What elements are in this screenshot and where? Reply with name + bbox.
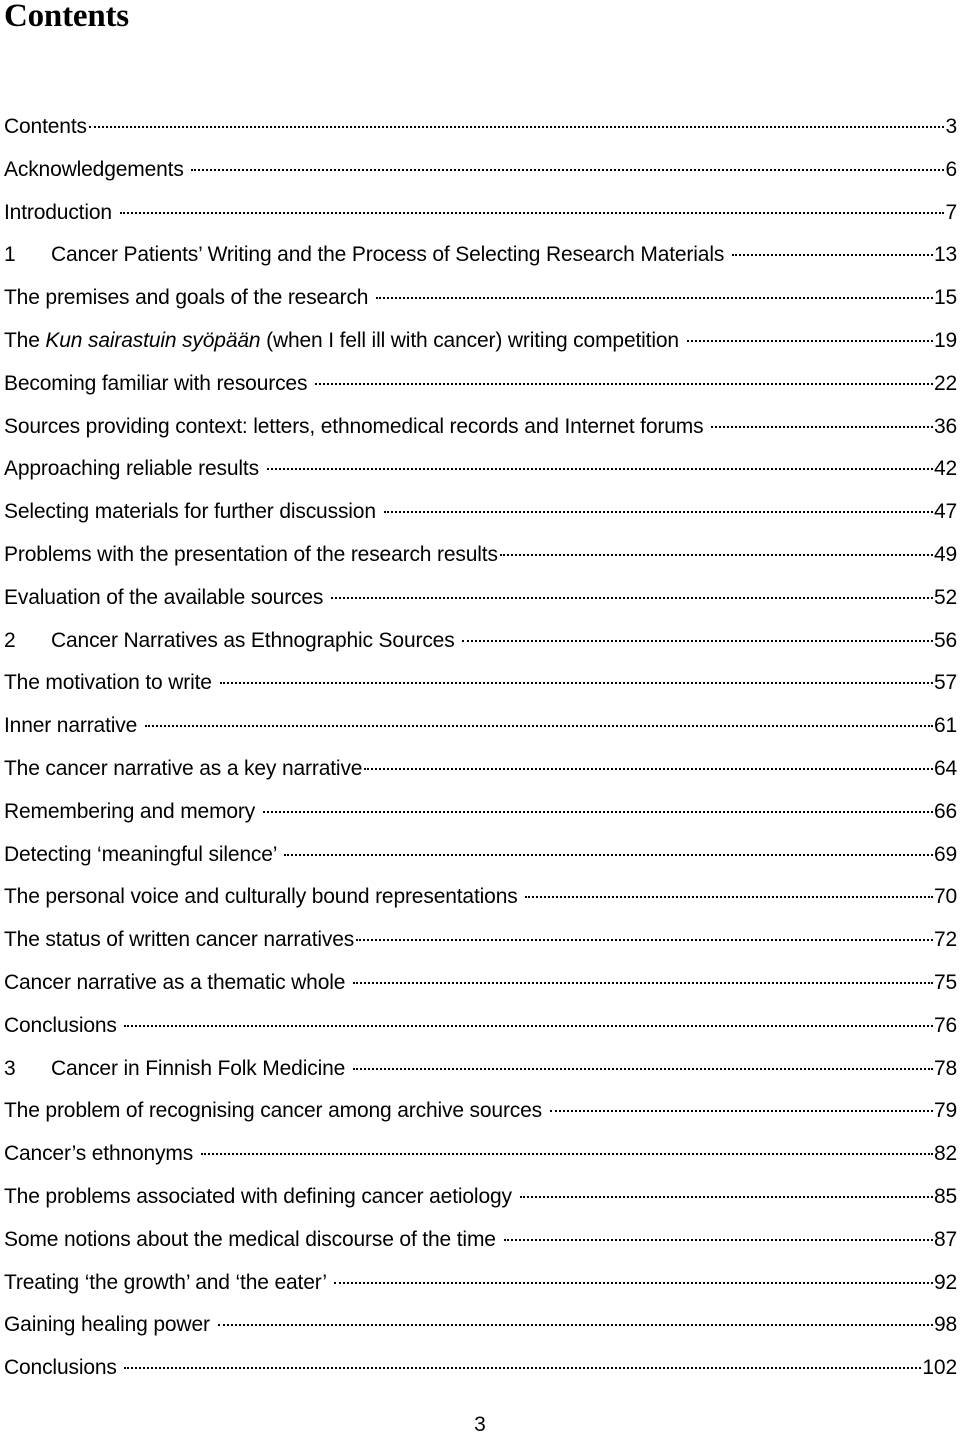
dot-leader — [353, 1068, 933, 1070]
dot-leader — [732, 254, 933, 256]
chapter-number: 3 — [4, 1056, 16, 1080]
dot-leader — [384, 511, 933, 513]
toc-page-number: 76 — [933, 1013, 957, 1037]
toc-entry-label: Gaining healing power — [4, 1313, 216, 1337]
toc-entry[interactable] — [4, 534, 957, 577]
dot-leader — [124, 1367, 921, 1369]
dot-leader — [520, 1196, 933, 1198]
dot-leader — [687, 340, 933, 342]
label-text: (when I fell ill with cancer) writing competition — [260, 328, 685, 352]
page-title: Contents — [4, 0, 129, 34]
toc-page-number: 36 — [933, 414, 957, 438]
table-of-contents — [4, 106, 957, 1390]
toc-page-number: 7 — [945, 200, 957, 224]
dot-leader — [220, 682, 933, 684]
dot-leader — [218, 1324, 933, 1326]
toc-page-number: 69 — [933, 842, 957, 866]
toc-entry-label — [4, 320, 685, 363]
page-number: 3 — [474, 1413, 486, 1436]
toc-entry[interactable] — [4, 448, 957, 491]
toc-chapter-entry[interactable] — [4, 1048, 957, 1091]
toc-entry[interactable] — [4, 1347, 957, 1390]
dot-leader — [145, 725, 933, 727]
dot-leader — [364, 768, 933, 770]
dot-leader — [525, 896, 933, 898]
label-text: The — [4, 328, 46, 352]
toc-entry[interactable] — [4, 1262, 957, 1305]
toc-entry[interactable] — [4, 919, 957, 962]
dot-leader — [500, 554, 933, 556]
toc-entry-label: Sources providing context: letters, ethnomedical records and Internet forums — [4, 414, 710, 438]
chapter-number: 1 — [4, 243, 16, 267]
toc-page-number: 42 — [933, 457, 957, 481]
toc-entry-label: Some notions about the medical discourse of the time — [4, 1227, 502, 1251]
toc-entry-label: The problem of recognising cancer among archive sources — [4, 1099, 548, 1123]
toc-entry[interactable] — [4, 106, 957, 149]
toc-page-number: 98 — [933, 1313, 957, 1337]
toc-page-number: 47 — [933, 500, 957, 524]
dot-leader — [315, 383, 933, 385]
dot-leader — [376, 297, 933, 299]
toc-page-number: 92 — [933, 1270, 957, 1294]
toc-entry[interactable] — [4, 277, 957, 320]
toc-page-number: 79 — [933, 1099, 957, 1123]
dot-leader — [462, 640, 933, 642]
toc-entry-label: Cancer’s ethnonyms — [4, 1142, 199, 1166]
toc-entry-label: Introduction — [4, 200, 118, 224]
toc-page-number: 61 — [933, 714, 957, 738]
toc-entry-label: Cancer Narratives as Ethnographic Sources — [51, 628, 461, 652]
toc-page-number: 82 — [933, 1142, 957, 1166]
toc-page-number: 6 — [945, 157, 957, 181]
toc-entry[interactable] — [4, 791, 957, 834]
dot-leader — [356, 939, 933, 941]
toc-entry-label: Becoming familiar with resources — [4, 371, 313, 395]
toc-page-number: 22 — [933, 371, 957, 395]
toc-page-number: 19 — [933, 328, 957, 352]
toc-page-number: 57 — [933, 671, 957, 695]
toc-entry-label: Selecting materials for further discussion — [4, 500, 382, 524]
label-italic-title: Kun sairastuin syöpään — [45, 328, 261, 352]
toc-chapter-entry[interactable] — [4, 234, 957, 277]
dot-leader — [191, 169, 944, 171]
toc-entry[interactable] — [4, 1176, 957, 1219]
toc-entry-label: Conclusions — [4, 1013, 123, 1037]
toc-entry[interactable] — [4, 748, 957, 791]
toc-entry[interactable] — [4, 705, 957, 748]
toc-page-number: 66 — [933, 799, 957, 823]
toc-entry-label: The personal voice and culturally bound representations — [4, 885, 524, 909]
toc-entry-label: Cancer narrative as a thematic whole — [4, 970, 351, 994]
toc-page-number: 75 — [933, 970, 957, 994]
toc-page-number: 72 — [933, 928, 957, 952]
toc-page-number: 3 — [945, 115, 957, 138]
dot-leader — [284, 854, 933, 856]
toc-page-number: 56 — [933, 628, 957, 652]
dot-leader — [124, 1025, 933, 1027]
toc-page-number: 102 — [922, 1356, 957, 1380]
toc-entry-label: Detecting ‘meaningful silence’ — [4, 842, 283, 866]
toc-chapter-entry[interactable] — [4, 620, 957, 663]
dot-leader — [263, 811, 933, 813]
toc-entry[interactable] — [4, 320, 957, 363]
toc-entry[interactable] — [4, 406, 957, 449]
toc-page-number: 49 — [933, 542, 957, 566]
toc-entry[interactable] — [4, 1005, 957, 1048]
toc-entry[interactable] — [4, 149, 957, 192]
toc-entry-label: Cancer in Finnish Folk Medicine — [51, 1056, 351, 1080]
toc-entry-label: Cancer Patients’ Writing and the Process of Selecting Research Materials — [51, 243, 730, 267]
toc-entry-label: The premises and goals of the research — [4, 286, 375, 310]
toc-entry-label: Conclusions — [4, 1356, 123, 1380]
chapter-number: 2 — [4, 628, 16, 652]
toc-entry[interactable] — [4, 1304, 957, 1347]
dot-leader — [353, 982, 933, 984]
toc-entry-label: Evaluation of the available sources — [4, 585, 329, 609]
toc-page-number: 64 — [933, 756, 957, 780]
toc-entry-label: The cancer narrative as a key narrative — [4, 756, 363, 780]
dot-leader — [120, 212, 945, 214]
toc-entry-label: The status of written cancer narratives — [4, 928, 355, 952]
toc-entry[interactable] — [4, 662, 957, 705]
toc-entry-label: Inner narrative — [4, 714, 143, 738]
toc-entry[interactable] — [4, 962, 957, 1005]
dot-leader — [504, 1239, 933, 1241]
toc-page-number: 78 — [933, 1056, 957, 1080]
toc-entry-label: The motivation to write — [4, 671, 218, 695]
toc-entry-label: Problems with the presentation of the research results — [4, 542, 498, 566]
dot-leader — [550, 1110, 933, 1112]
toc-page-number: 87 — [933, 1227, 957, 1251]
toc-page-number: 85 — [933, 1184, 957, 1208]
dot-leader — [331, 597, 933, 599]
dot-leader — [201, 1153, 933, 1155]
toc-entry[interactable] — [4, 491, 957, 534]
toc-page-number: 15 — [933, 286, 957, 310]
toc-entry-label: Approaching reliable results — [4, 457, 265, 481]
toc-entry-label: Contents — [4, 115, 87, 138]
toc-page-number: 70 — [933, 885, 957, 909]
dot-leader — [267, 468, 933, 470]
toc-entry[interactable] — [4, 577, 957, 620]
toc-entry[interactable] — [4, 1133, 957, 1176]
toc-page-number: 52 — [933, 585, 957, 609]
toc-entry[interactable] — [4, 1090, 957, 1133]
toc-entry-label: Acknowledgements — [4, 157, 190, 181]
toc-entry[interactable] — [4, 1219, 957, 1262]
toc-entry[interactable] — [4, 192, 957, 235]
dot-leader — [334, 1282, 933, 1284]
toc-entry[interactable] — [4, 834, 957, 877]
toc-entry-label: The problems associated with defining cancer aetiology — [4, 1184, 518, 1208]
toc-entry[interactable] — [4, 363, 957, 406]
toc-entry-label: Remembering and memory — [4, 799, 261, 823]
toc-entry[interactable] — [4, 876, 957, 919]
toc-page-number: 13 — [933, 243, 957, 267]
dot-leader — [711, 426, 933, 428]
toc-entry-label: Treating ‘the growth’ and ‘the eater’ — [4, 1270, 332, 1294]
dot-leader — [89, 126, 945, 128]
